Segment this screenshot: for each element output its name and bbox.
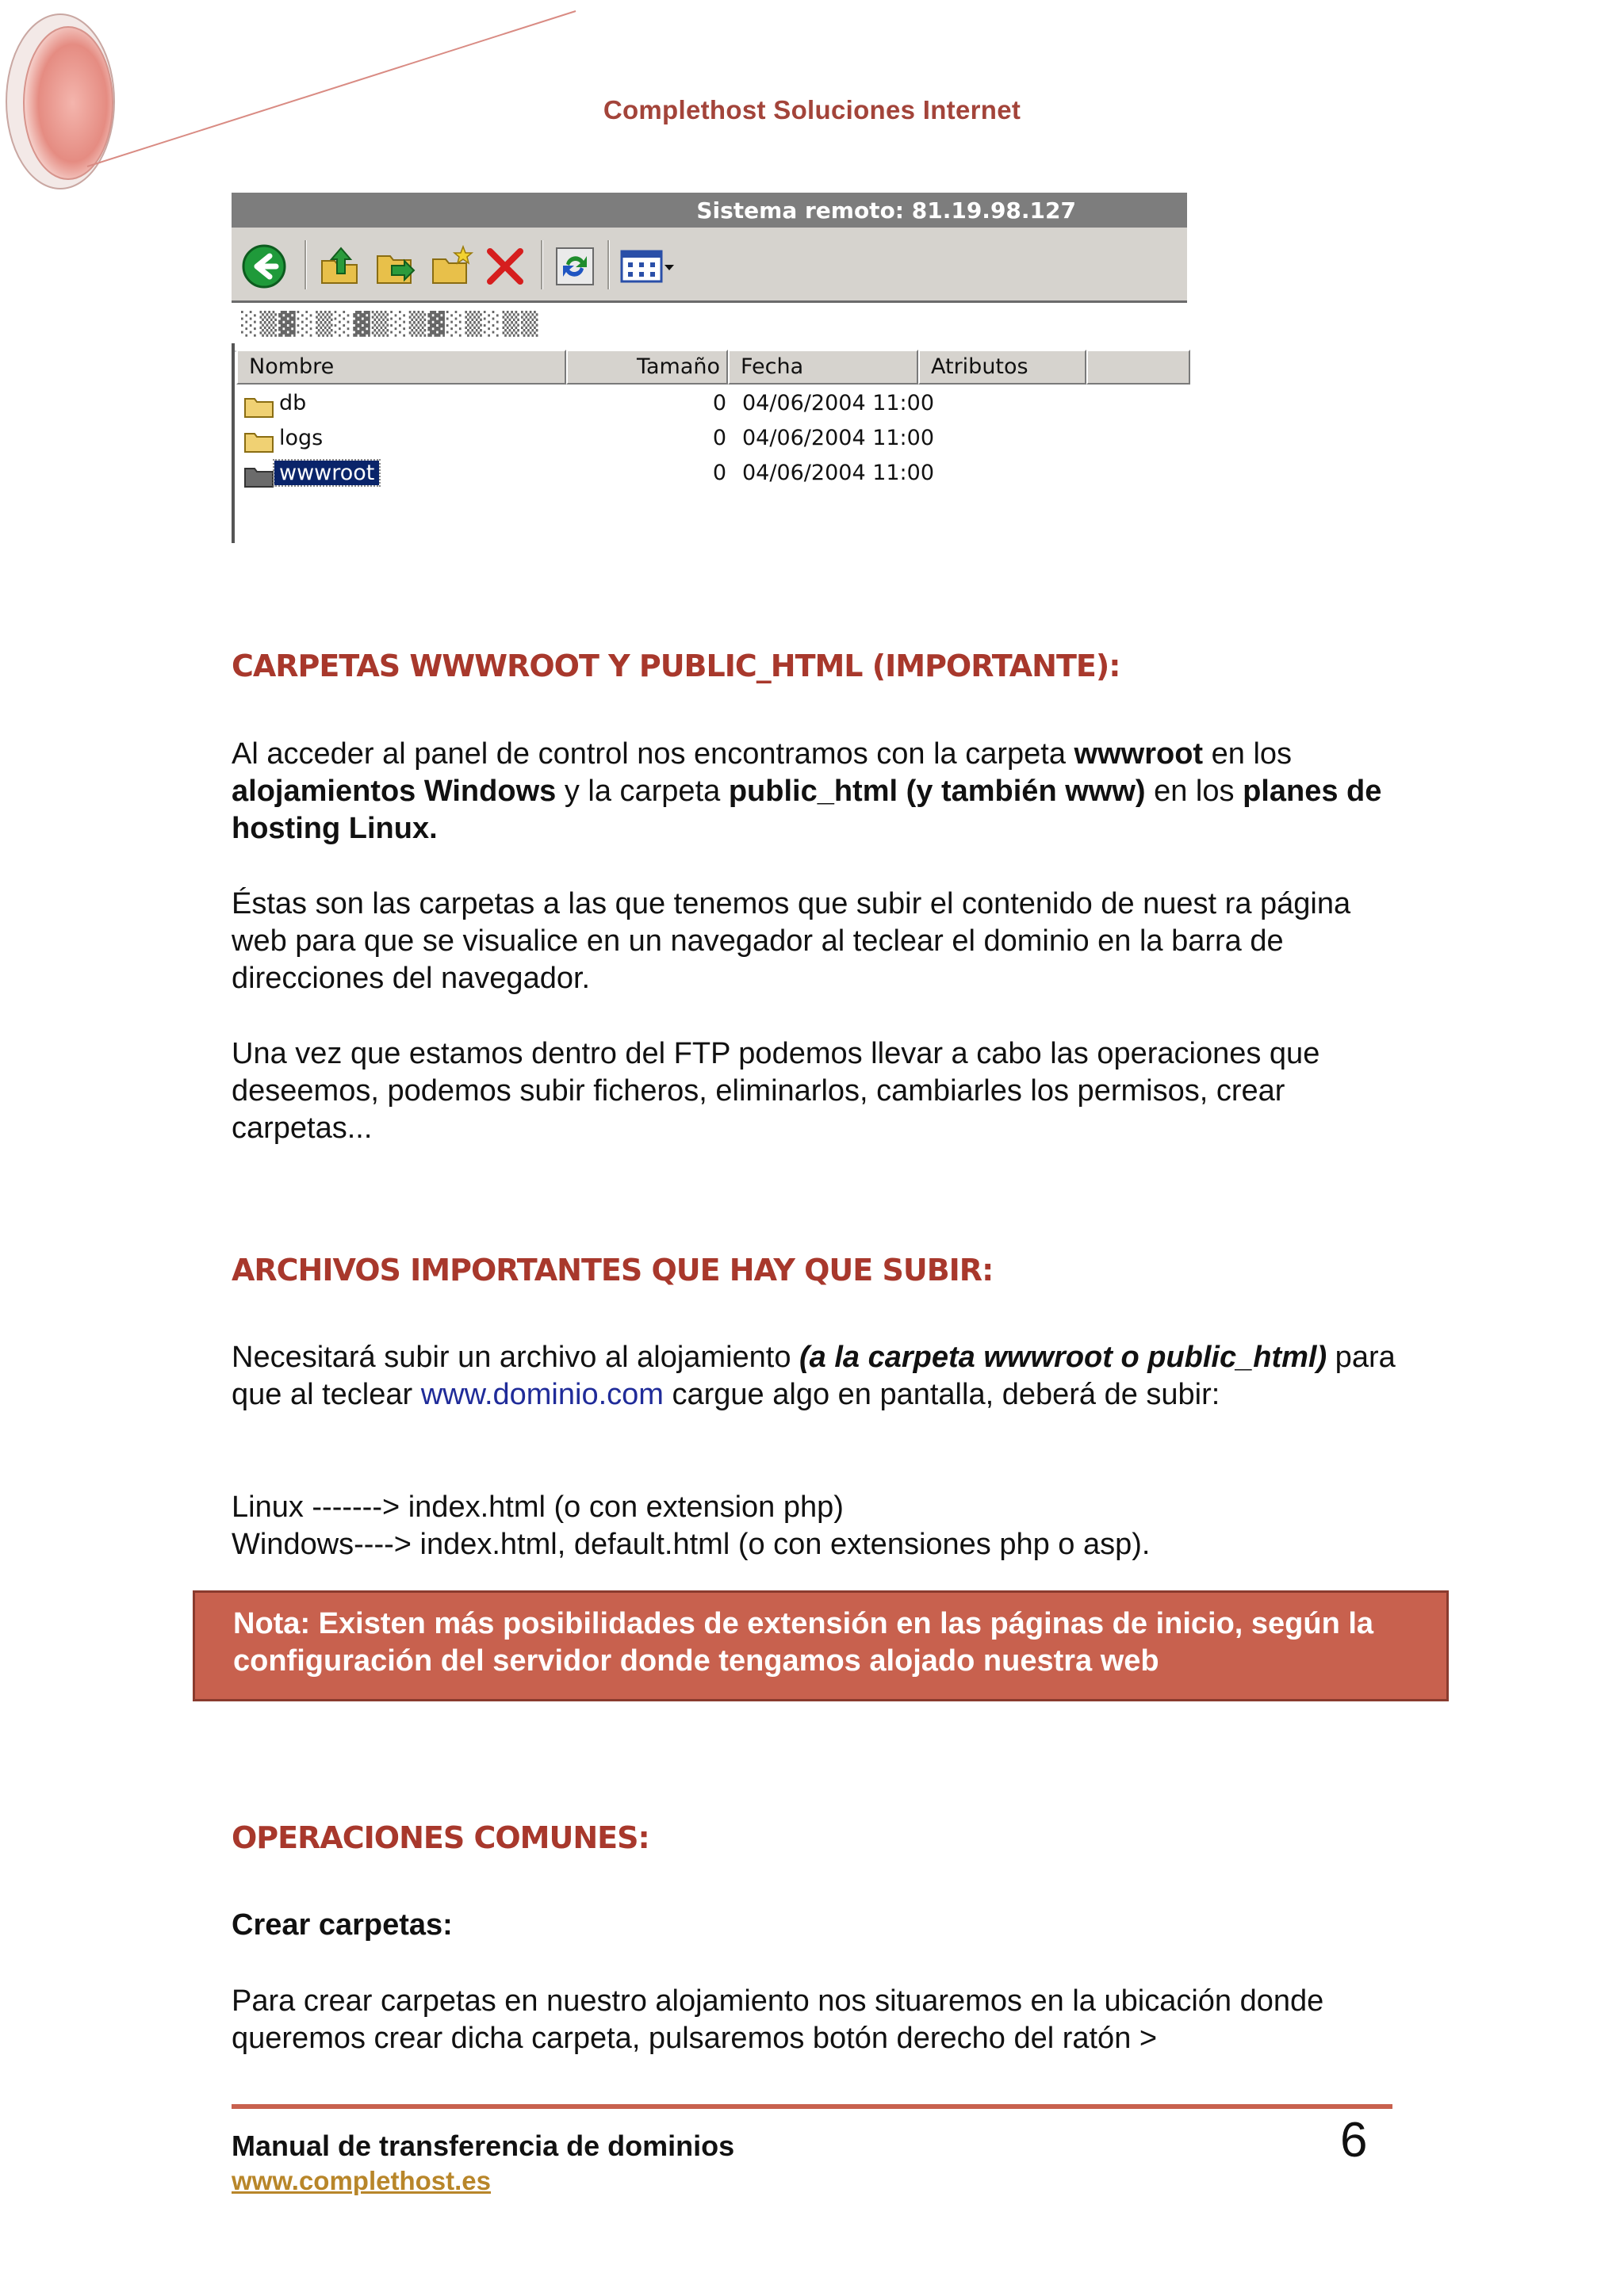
file-name: db [279, 391, 307, 415]
footer-title: Manual de transferencia de dominios [232, 2130, 735, 2162]
file-name: wwwroot [274, 461, 379, 485]
ftp-toolbar [232, 228, 1187, 302]
open-folder-icon[interactable] [373, 243, 419, 289]
folder-icon [244, 430, 274, 453]
section-heading-archivos: ARCHIVOS IMPORTANTES QUE HAY QUE SUBIR: [232, 1253, 994, 1288]
file-date: 04/06/2004 11:00 [742, 391, 935, 415]
column-header-attributes[interactable]: Atributos [918, 350, 1086, 385]
footer-website-link[interactable]: www.complethost.es [232, 2166, 492, 2195]
column-header-date[interactable]: Fecha [728, 350, 918, 385]
note-box [193, 1590, 1449, 1701]
paragraph-archivos-1: Necesitará subir un archivo al alojamiento (a la carpeta wwwroot o public_html) para que al teclear www.dominio.com cargue algo en pantalla, deberá de subir: [232, 1341, 1396, 1411]
new-folder-icon[interactable] [428, 243, 474, 289]
windows-line: Windows----> index.html, default.html (o con extensiones php o asp). [232, 1528, 1151, 1561]
paragraph-carpetas-2: Éstas son las carpetas a las que tenemos que subir el contenido de nuest ra página web para que se visualice en un navegador al teclear el dominio en la barra de direcciones del navegador. [232, 887, 1351, 995]
file-size: 0 [712, 461, 726, 485]
section-heading-carpetas: CARPETAS WWWROOT Y PUBLIC_HTML (IMPORTANTE): [232, 649, 1120, 683]
file-size: 0 [712, 426, 726, 450]
path-obscured: ░▒▓░▒░▓▒░▒▓░▒░▒▒ [241, 311, 540, 337]
folder-icon [244, 465, 274, 488]
file-list [232, 343, 1190, 543]
note-text: Nota: Existen más posibilidades de extensión en las páginas de inicio, según la configuración del servidor donde tengamos alojado nuestra web [233, 1607, 1374, 1678]
dropdown-arrow-icon[interactable] [660, 243, 679, 289]
file-name: logs [279, 426, 324, 450]
file-date: 04/06/2004 11:00 [742, 461, 935, 485]
header-company: Complethost Soluciones Internet [603, 95, 1021, 124]
paragraph-carpetas-3: Una vez que estamos dentro del FTP podemos llevar a cabo las operaciones que deseemos, podemos subir ficheros, eliminarlos, cambiarles los permisos, crear carpetas... [232, 1037, 1320, 1145]
subheading-crear-carpetas: Crear carpetas: [232, 1908, 453, 1942]
section-heading-operaciones: OPERACIONES COMUNES: [232, 1820, 649, 1855]
folder-icon [244, 396, 274, 418]
ftp-title: Sistema remoto: 81.19.98.127 [696, 197, 1076, 224]
delete-icon[interactable] [482, 243, 528, 289]
file-row[interactable] [235, 388, 1190, 423]
ftp-window [232, 193, 1187, 543]
paragraph-crear-carpetas: Para crear carpetas en nuestro alojamiento nos situaremos en la ubicación donde queremos crear dicha carpeta, pulsaremos botón derecho del ratón > [232, 1984, 1324, 2055]
file-size: 0 [712, 391, 726, 415]
file-date: 04/06/2004 11:00 [742, 426, 935, 450]
up-folder-icon[interactable] [317, 243, 363, 289]
column-header-empty [1086, 350, 1190, 385]
ftp-titlebar [232, 193, 1187, 228]
column-header-name[interactable]: Nombre [236, 350, 566, 385]
refresh-icon[interactable] [552, 243, 598, 289]
file-row-selected[interactable] [235, 457, 1190, 492]
footer-divider [232, 2104, 1392, 2109]
dominio-link[interactable]: www.dominio.com [420, 1378, 664, 1411]
view-icon[interactable] [619, 243, 665, 289]
back-arrow-icon[interactable] [241, 243, 287, 289]
paragraph-carpetas-1: Al acceder al panel de control nos encontramos con la carpeta wwwroot en los alojamientos Windows y la carpeta public_html (y también www) en los planes de hosting Linux. [232, 737, 1382, 845]
column-header-size[interactable]: Tamaño [566, 350, 728, 385]
page-number: 6 [1340, 2113, 1368, 2168]
file-row[interactable] [235, 423, 1190, 457]
linux-line: Linux -------> index.html (o con extension php) [232, 1490, 844, 1524]
